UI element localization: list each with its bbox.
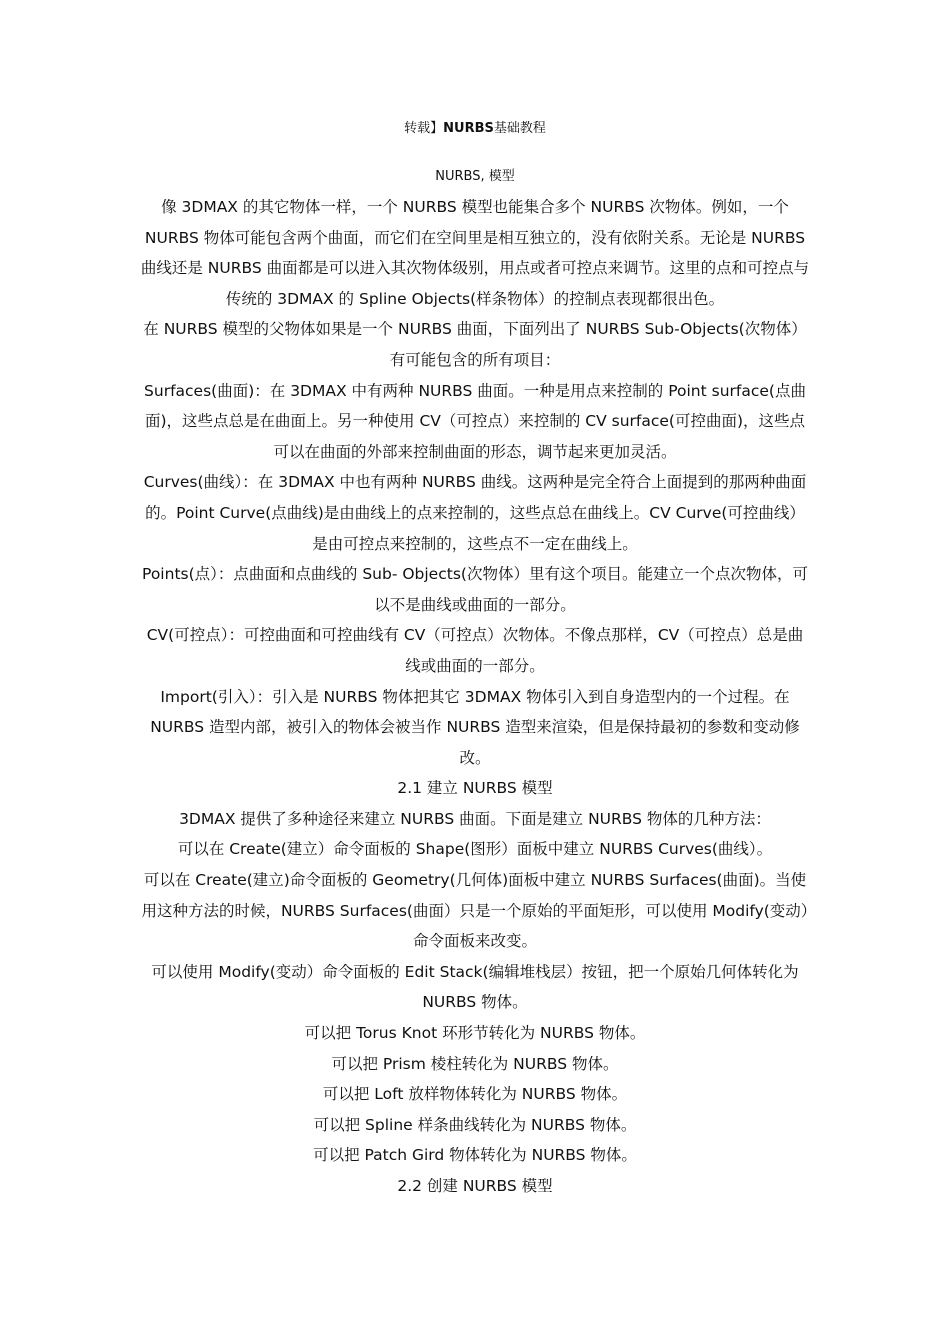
paragraph-method-loft: 可以把 Loft 放样物体转化为 NURBS 物体。	[322, 1085, 628, 1104]
paragraph-method-geometry: 可以在 Create(建立)命令面板的 Geometry(几何体)面板中建立 NURBS Surfaces(曲面)。当使用这种方法的时候，NURBS Surfaces(曲面）只是一个原始的平面矩形，可以使用 Modify(变动）命令面板来改变。	[141, 871, 809, 951]
document-body	[140, 192, 810, 1202]
paragraph-sub-objects: 在 NURBS 模型的父物体如果是一个 NURBS 曲面，下面列出了 NURBS Sub-Objects(次物体）有可能包含的所有项目：	[143, 320, 807, 369]
paragraph-intro: 像 3DMAX 的其它物体一样，一个 NURBS 模型也能集合多个 NURBS 次物体。例如，一个 NURBS 物体可能包含两个曲面，而它们在空间里是相互独立的，没有依附关系。无论是 NURBS 曲线还是 NURBS 曲面都是可以进入其次物体级别，用点或者可控点来调节。这里的点和可控点与传统的 3DMAX 的 Spline Objects(样条物体）的控制点表现都很出色。	[140, 198, 810, 308]
paragraph-points: Points(点）：点曲面和点曲线的 Sub- Objects(次物体）里有这个项目。能建立一个点次物体，可以不是曲线或曲面的一部分。	[142, 565, 808, 614]
paragraph-methods-intro: 3DMAX 提供了多种途径来建立 NURBS 曲面。下面是建立 NURBS 物体的几种方法：	[179, 809, 771, 828]
title-bold: NURBS	[443, 121, 494, 136]
title-suffix: 基础教程	[493, 121, 546, 136]
paragraph-method-patch-grid: 可以把 Patch Gird 物体转化为 NURBS 物体。	[313, 1146, 637, 1165]
document-title	[0, 118, 950, 140]
paragraph-surfaces: Surfaces(曲面)：在 3DMAX 中有两种 NURBS 曲面。一种是用点来控制的 Point surface(点曲面)，这些点总是在曲面上。另一种使用 CV（可控点）来控制的 CV surface(可控曲面)，这些点可以在曲面的外部来控制曲面的形态，调节起来更加灵活。	[144, 381, 806, 461]
paragraph-import: Import(引入）：引入是 NURBS 物体把其它 3DMAX 物体引入到自身造型内的一个过程。在 NURBS 造型内部，被引入的物体会被当作 NURBS 造型来渲染，但是保持最初的参数和变动修改。	[150, 687, 800, 767]
paragraph-curves: Curves(曲线）：在 3DMAX 中也有两种 NURBS 曲线。这两种是完全符合上面提到的那两种曲面的。Point Curve(点曲线)是由曲线上的点来控制的，这些点总在曲线上。CV Curve(可控曲线）是由可控点来控制的，这些点不一定在曲线上。	[143, 473, 807, 553]
section-heading-2-1: 2.1 建立 NURBS 模型	[397, 779, 553, 798]
paragraph-method-prism: 可以把 Prism 棱柱转化为 NURBS 物体。	[331, 1054, 619, 1073]
paragraph-method-torus-knot: 可以把 Torus Knot 环形节转化为 NURBS 物体。	[304, 1024, 646, 1043]
paragraph-cv: CV(可控点）：可控曲面和可控曲线有 CV（可控点）次物体。不像点那样，CV（可控点）总是曲线或曲面的一部分。	[146, 626, 804, 675]
section-heading-2-2: 2.2 创建 NURBS 模型	[397, 1177, 553, 1195]
paragraph-method-shape: 可以在 Create(建立）命令面板的 Shape(图形）面板中建立 NURBS Curves(曲线）。	[177, 840, 773, 859]
paragraph-method-spline: 可以把 Spline 样条曲线转化为 NURBS 物体。	[313, 1115, 637, 1134]
paragraph-method-edit-stack: 可以使用 Modify(变动）命令面板的 Edit Stack(编辑堆栈层）按钮，把一个原始几何体转化为 NURBS 物体。	[151, 962, 799, 1012]
document-subtitle: NURBS, 模型	[435, 169, 515, 184]
title-prefix: 转载】	[404, 121, 444, 136]
